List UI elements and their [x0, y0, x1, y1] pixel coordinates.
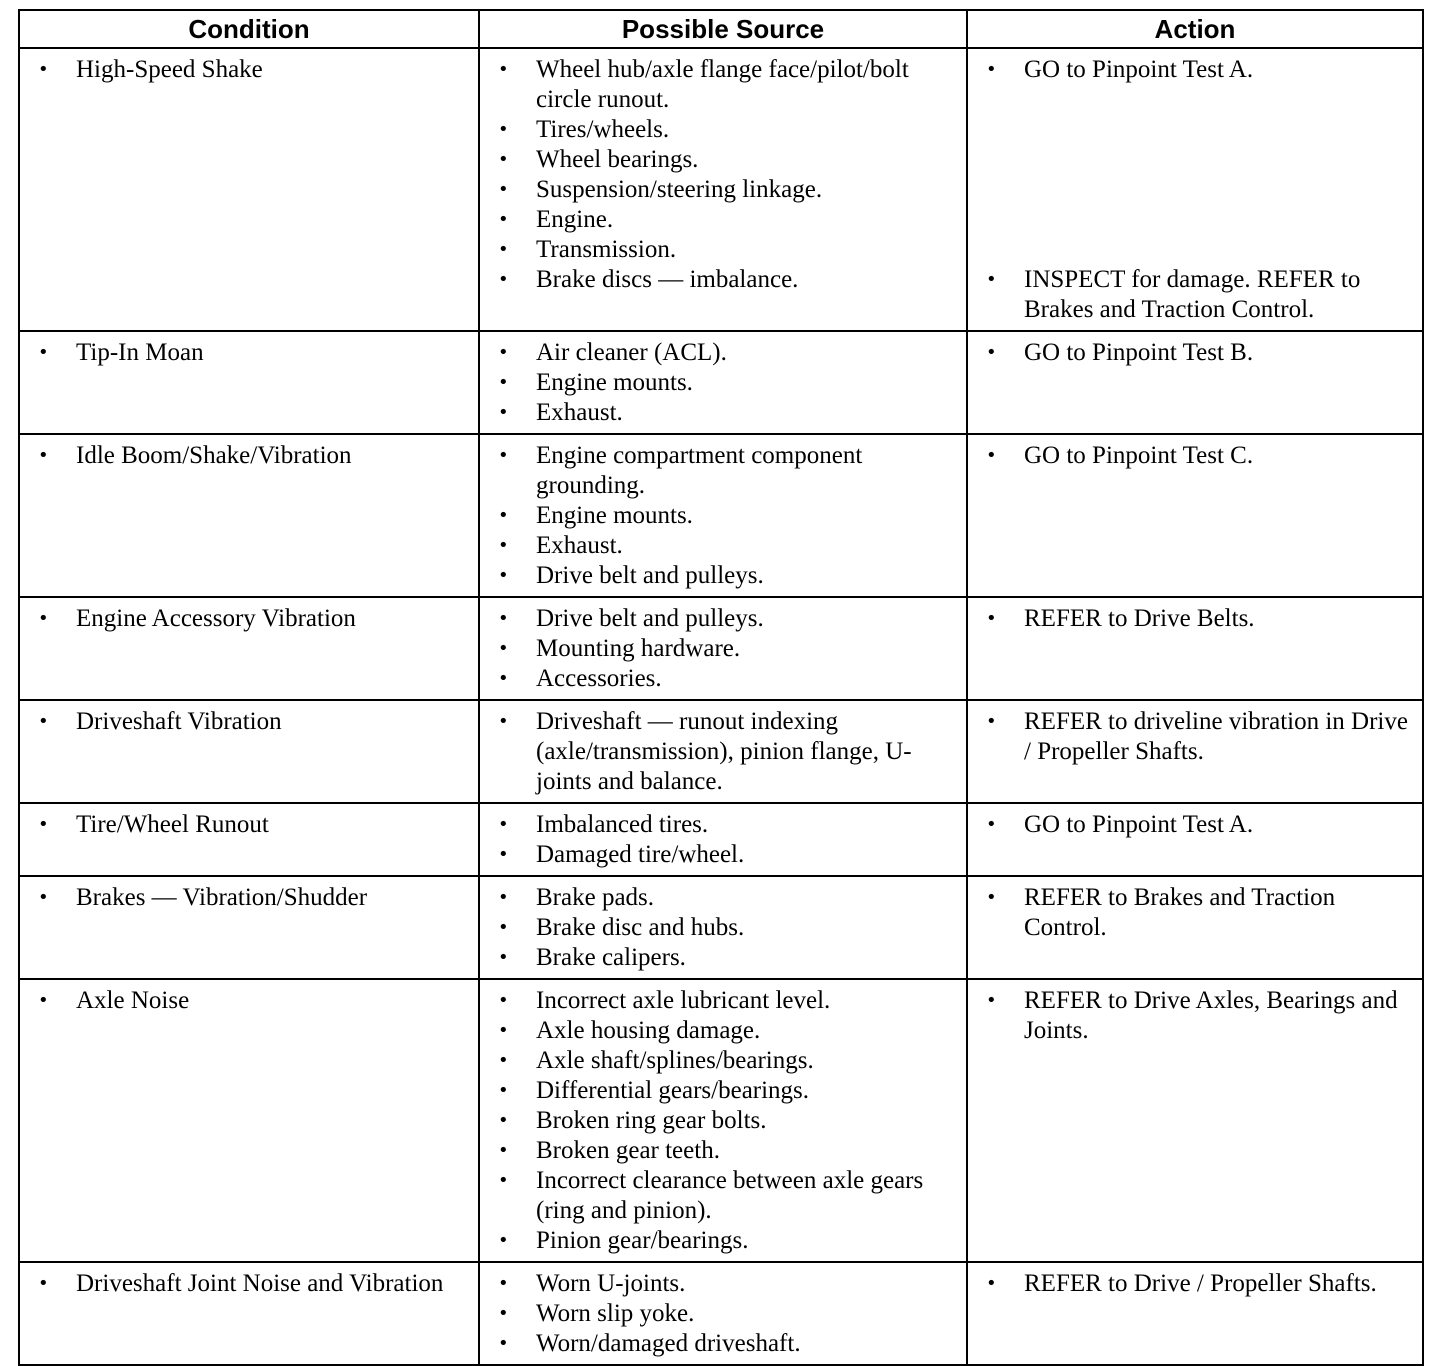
source-item: • Drive belt and pulleys.: [486, 561, 960, 591]
action-cell: [967, 434, 1423, 597]
source-item: • Incorrect axle lubricant level.: [486, 986, 960, 1016]
condition-label: • Driveshaft Vibration: [26, 707, 472, 737]
source-item: • Damaged tire/wheel.: [486, 840, 960, 870]
condition-label: • Axle Noise: [26, 986, 472, 1016]
header-condition: Condition: [19, 10, 479, 48]
source-cell: [479, 979, 967, 1262]
spacer: [974, 175, 1416, 265]
source-item: • Worn U-joints.: [486, 1269, 960, 1299]
source-item: • Driveshaft — runout indexing (axle/transmission), pinion flange, U-joints and balance.: [486, 707, 960, 797]
source-item: • Wheel bearings.: [486, 145, 960, 175]
source-item: • Brake calipers.: [486, 943, 960, 973]
table-row: [19, 597, 1423, 700]
table-row: [19, 331, 1423, 434]
source-item: • Engine mounts.: [486, 501, 960, 531]
source-item: • Worn slip yoke.: [486, 1299, 960, 1329]
source-item: • Drive belt and pulleys.: [486, 604, 960, 634]
header-possible-source: Possible Source: [479, 10, 967, 48]
action-cell: [967, 803, 1423, 876]
source-item: • Exhaust.: [486, 398, 960, 428]
header-action: Action: [967, 10, 1423, 48]
source-item: • Wheel hub/axle flange face/pilot/bolt circle runout.: [486, 55, 960, 115]
action-cell: [967, 979, 1423, 1262]
source-item: • Tires/wheels.: [486, 115, 960, 145]
source-item: • Suspension/steering linkage.: [486, 175, 960, 205]
source-cell: [479, 434, 967, 597]
action-item: • REFER to Brakes and Traction Control.: [974, 883, 1416, 943]
source-item: • Broken ring gear bolts.: [486, 1106, 960, 1136]
header-row: [19, 10, 1423, 48]
source-cell: [479, 876, 967, 979]
diagnosis-table: [18, 9, 1424, 1366]
source-item: • Differential gears/bearings.: [486, 1076, 960, 1106]
source-cell: [479, 1262, 967, 1365]
condition-cell: [19, 434, 479, 597]
source-item: • Brake disc and hubs.: [486, 913, 960, 943]
condition-cell: [19, 876, 479, 979]
condition-label: • Idle Boom/Shake/Vibration: [26, 441, 472, 471]
source-item: • Worn/damaged driveshaft.: [486, 1329, 960, 1359]
source-item: • Broken gear teeth.: [486, 1136, 960, 1166]
source-item: • Mounting hardware.: [486, 634, 960, 664]
condition-label: • Brakes — Vibration/Shudder: [26, 883, 472, 913]
source-item: • Axle shaft/splines/bearings.: [486, 1046, 960, 1076]
source-item: • Air cleaner (ACL).: [486, 338, 960, 368]
action-item: • REFER to driveline vibration in Drive / Propeller Shafts.: [974, 707, 1416, 767]
source-item: • Exhaust.: [486, 531, 960, 561]
action-item: • REFER to Drive / Propeller Shafts.: [974, 1269, 1416, 1299]
source-cell: [479, 331, 967, 434]
table-row: [19, 434, 1423, 597]
source-item: • Engine.: [486, 205, 960, 235]
table-row: [19, 979, 1423, 1262]
condition-label: • Tire/Wheel Runout: [26, 810, 472, 840]
source-cell: [479, 700, 967, 803]
source-item: • Accessories.: [486, 664, 960, 694]
action-item: • GO to Pinpoint Test C.: [974, 441, 1416, 471]
action-cell: [967, 700, 1423, 803]
source-item: • Pinion gear/bearings.: [486, 1226, 960, 1256]
spacer: [974, 85, 1416, 175]
action-cell: [967, 597, 1423, 700]
table-row: [19, 700, 1423, 803]
condition-label: • Tip-In Moan: [26, 338, 472, 368]
source-item: • Transmission.: [486, 235, 960, 265]
condition-cell: [19, 979, 479, 1262]
condition-label: • High-Speed Shake: [26, 55, 472, 85]
source-item: • Brake pads.: [486, 883, 960, 913]
condition-label: • Driveshaft Joint Noise and Vibration: [26, 1269, 472, 1299]
source-item: • Brake discs — imbalance.: [486, 265, 960, 295]
source-item: • Incorrect clearance between axle gears (ring and pinion).: [486, 1166, 960, 1226]
action-cell: [967, 876, 1423, 979]
source-item: • Engine compartment component grounding.: [486, 441, 960, 501]
action-item: • REFER to Drive Axles, Bearings and Joints.: [974, 986, 1416, 1046]
condition-cell: [19, 803, 479, 876]
action-cell: [967, 331, 1423, 434]
action-cell: [967, 48, 1423, 331]
action-item: • GO to Pinpoint Test B.: [974, 338, 1416, 368]
condition-cell: [19, 48, 479, 331]
condition-cell: [19, 700, 479, 803]
condition-label: • Engine Accessory Vibration: [26, 604, 472, 634]
action-item: • GO to Pinpoint Test A.: [974, 810, 1416, 840]
source-cell: [479, 803, 967, 876]
action-item: • REFER to Drive Belts.: [974, 604, 1416, 634]
condition-cell: [19, 331, 479, 434]
action-item: • GO to Pinpoint Test A.: [974, 55, 1416, 85]
condition-cell: [19, 597, 479, 700]
source-cell: [479, 597, 967, 700]
action-item: • INSPECT for damage. REFER to Brakes and Traction Control.: [974, 265, 1416, 325]
condition-cell: [19, 1262, 479, 1365]
source-item: • Imbalanced tires.: [486, 810, 960, 840]
source-item: • Engine mounts.: [486, 368, 960, 398]
table-row: [19, 1262, 1423, 1365]
action-cell: [967, 1262, 1423, 1365]
table-row: [19, 876, 1423, 979]
table-row: [19, 803, 1423, 876]
source-cell: [479, 48, 967, 331]
source-item: • Axle housing damage.: [486, 1016, 960, 1046]
table-row: [19, 48, 1423, 331]
